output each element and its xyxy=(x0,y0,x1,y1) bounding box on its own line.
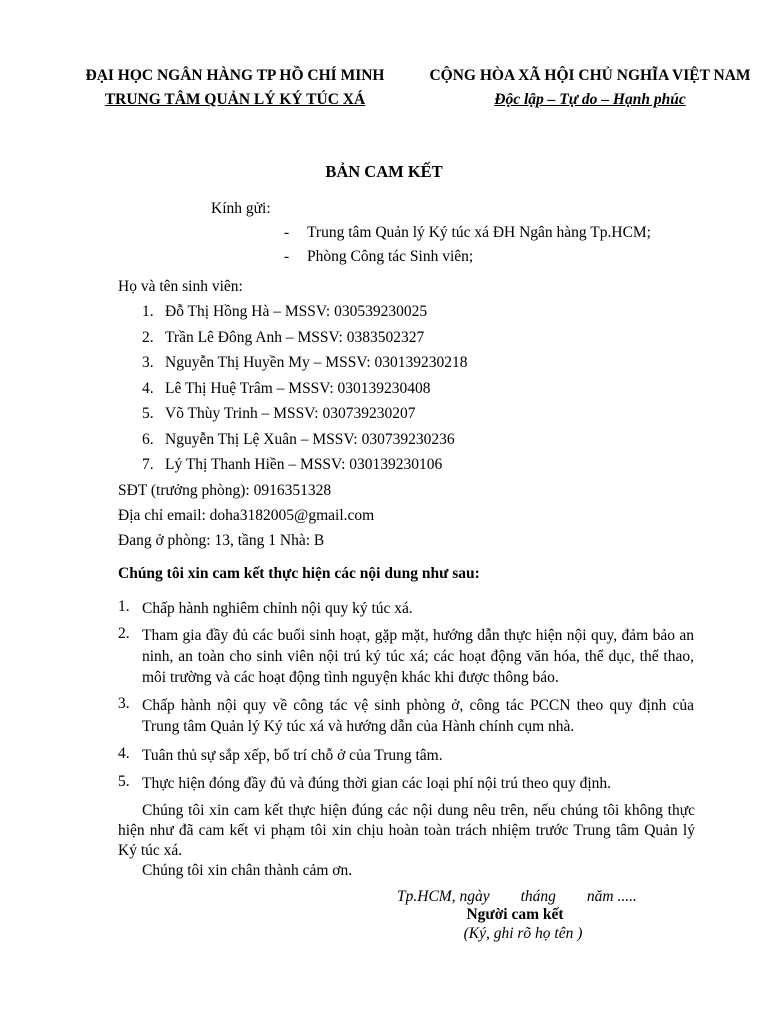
thanks-line: Chúng tôi xin chân thành cảm ơn. xyxy=(142,862,353,879)
item-number: 2. xyxy=(142,329,154,346)
item-number: 5. xyxy=(118,773,130,790)
recipient-item xyxy=(284,224,651,242)
item-number: 1. xyxy=(142,303,154,320)
recipient-item xyxy=(284,248,473,266)
student-text: Trần Lê Đông Anh – MSSV: 0383502327 xyxy=(165,329,425,346)
document-title: BẢN CAM KẾT xyxy=(325,162,443,181)
students-label: Họ và tên sinh viên: xyxy=(118,278,243,295)
room-line: Đang ở phòng: 13, tầng 1 Nhà: B xyxy=(118,532,325,549)
item-number: 7. xyxy=(142,456,154,473)
item-number: 4. xyxy=(118,745,130,762)
student-item xyxy=(142,380,431,398)
commitment-heading: Chúng tôi xin cam kết thực hiện các nội dung như sau: xyxy=(118,565,480,582)
email-line: Địa chỉ email: doha3182005@gmail.com xyxy=(118,507,375,524)
item-number: 4. xyxy=(142,380,154,397)
student-item xyxy=(142,405,416,423)
signer-title: Người cam kết xyxy=(466,906,564,923)
commitment-text: Tham gia đầy đủ các buổi sinh hoạt, gặp mặt, hướng dẫn thực hiện nội quy, đảm bảo an ninh, an toàn cho sinh viên nội trú ký túc xá; các hoạt động văn hóa, thể dục, thể thao, môi trường và các hoạt động tình nguyện khác khi được thông báo. xyxy=(142,627,694,686)
commitment-item xyxy=(118,773,694,794)
commitment-text: Thực hiện đóng đầy đủ và đúng thời gian các loại phí nội trú theo quy định. xyxy=(142,775,612,792)
student-item xyxy=(142,431,455,449)
student-item xyxy=(142,456,442,474)
item-number: 6. xyxy=(142,431,154,448)
list-dash: - xyxy=(284,248,290,265)
student-text: Đỗ Thị Hồng Hà – MSSV: 030539230025 xyxy=(165,303,428,320)
national-title: CỘNG HÒA XÃ HỘI CHỦ NGHĨA VIỆT NAM xyxy=(429,67,751,84)
student-text: Võ Thùy Trinh – MSSV: 030739230207 xyxy=(165,405,416,422)
recipient-text: Phòng Công tác Sinh viên; xyxy=(307,248,474,265)
org-name: ĐẠI HỌC NGÂN HÀNG TP HỒ CHÍ MINH xyxy=(85,67,385,84)
commitment-item xyxy=(118,745,694,766)
student-text: Lý Thị Thanh Hiền – MSSV: 030139230106 xyxy=(165,456,443,473)
commitment-text: Chấp hành nghiêm chỉnh nội quy ký túc xá. xyxy=(142,600,413,617)
item-number: 2. xyxy=(118,625,130,642)
greeting: Kính gửi: xyxy=(211,200,271,217)
org-unit: TRUNG TÂM QUẢN LÝ KÝ TÚC XÁ xyxy=(104,91,366,108)
recipient-text: Trung tâm Quản lý Ký túc xá ĐH Ngân hàng Tp.HCM; xyxy=(307,224,651,241)
student-text: Lê Thị Huệ Trâm – MSSV: 030139230408 xyxy=(165,380,431,397)
commitment-text: Tuân thủ sự sắp xếp, bố trí chỗ ở của Trung tâm. xyxy=(142,747,443,764)
closing-paragraph: Chúng tôi xin cam kết thực hiện đúng các nội dung nêu trên, nếu chúng tôi không thực hiện như đã cam kết vi phạm tôi xin chịu hoàn toàn trách nhiệm trước Trung tâm Quản lý Ký túc xá. xyxy=(118,802,695,859)
commitment-item xyxy=(118,695,694,737)
national-motto: Độc lập – Tự do – Hạnh phúc xyxy=(494,91,686,108)
student-text: Nguyễn Thị Lệ Xuân – MSSV: 030739230236 xyxy=(165,431,455,448)
item-number: 3. xyxy=(142,354,154,371)
commitment-text: Chấp hành nội quy về công tác vệ sinh phòng ở, công tác PCCN theo quy định của Trung tâm Quản lý Ký túc xá và hướng dẫn của Hành chính cụm nhà. xyxy=(142,697,694,735)
student-item xyxy=(142,303,427,321)
item-number: 5. xyxy=(142,405,154,422)
student-text: Nguyễn Thị Huyền My – MSSV: 030139230218 xyxy=(165,354,468,371)
commitment-item xyxy=(118,598,694,619)
item-number: 3. xyxy=(118,695,130,712)
item-number: 1. xyxy=(118,598,130,615)
signature-note: (Ký, ghi rõ họ tên ) xyxy=(463,925,583,942)
student-item xyxy=(142,354,468,372)
commitment-item xyxy=(118,625,694,688)
student-item xyxy=(142,329,424,347)
list-dash: - xyxy=(284,224,290,241)
phone-line: SĐT (trưởng phòng): 0916351328 xyxy=(118,482,332,499)
place-date-line: Tp.HCM, ngày tháng năm ..... xyxy=(397,888,637,905)
